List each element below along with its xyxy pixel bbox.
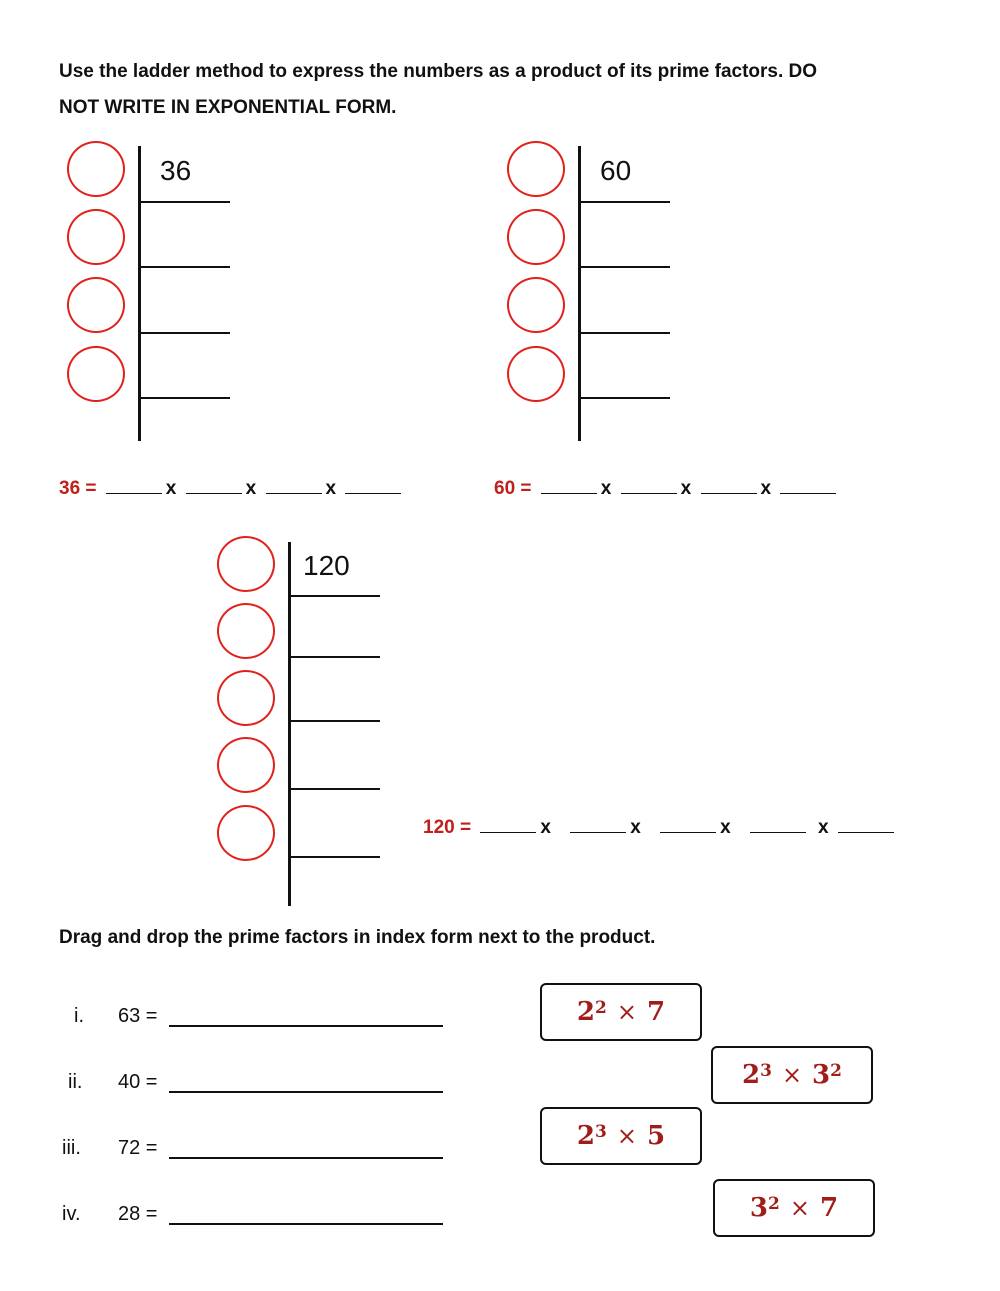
equation-36 (59, 478, 405, 500)
times-sign: x (245, 478, 257, 499)
ladder-step-line (289, 856, 380, 858)
factor-input-circle[interactable] (507, 141, 565, 197)
card-base: 2 (576, 997, 596, 1027)
drop-target-line[interactable] (169, 1157, 443, 1159)
multiply-sign: × (616, 998, 637, 1026)
instruction-drag: Drag and drop the prime factors in index form next to the product. (59, 927, 656, 948)
ladder-step-line (139, 266, 230, 268)
ladder-step-line (579, 397, 670, 399)
answer-blank[interactable] (266, 479, 322, 494)
draggable-answer-card[interactable] (540, 983, 702, 1041)
times-sign: x (540, 817, 551, 838)
times-sign: x (165, 478, 177, 499)
equation-120 (423, 817, 898, 839)
card-exponent: 3 (595, 1122, 607, 1142)
question-numeral: iii. (62, 1137, 81, 1159)
answer-blank[interactable] (541, 479, 597, 494)
factor-input-circle[interactable] (507, 277, 565, 333)
answer-blank[interactable] (701, 479, 757, 494)
question-numeral: ii. (68, 1071, 83, 1093)
ladder-step-line (289, 656, 380, 658)
times-sign: x (760, 478, 772, 499)
drop-target-line[interactable] (169, 1025, 443, 1027)
question-expression: 63 = (118, 1005, 158, 1027)
draggable-answer-card[interactable] (711, 1046, 873, 1104)
times-sign: x (720, 817, 731, 838)
multiply-sign: × (789, 1194, 810, 1222)
draggable-answer-card[interactable] (713, 1179, 875, 1237)
card-base: 7 (819, 1193, 839, 1223)
answer-blank[interactable] (186, 479, 242, 494)
answer-blank[interactable] (480, 818, 536, 833)
ladder-step-line (139, 201, 230, 203)
factor-input-circle[interactable] (217, 603, 275, 659)
multiply-sign: × (616, 1122, 637, 1150)
card-exponent: 2 (768, 1194, 780, 1214)
card-base: 5 (646, 1121, 666, 1151)
card-exponent: 3 (760, 1061, 772, 1081)
drop-target-line[interactable] (169, 1091, 443, 1093)
instruction-ladder (59, 54, 959, 126)
factor-input-circle[interactable] (217, 536, 275, 592)
answer-blank[interactable] (750, 818, 806, 833)
question-expression: 28 = (118, 1203, 158, 1225)
ladder-step-line (579, 201, 670, 203)
card-base: 2 (576, 1121, 596, 1151)
answer-blank[interactable] (345, 479, 401, 494)
equation-label: 120 = (423, 817, 472, 838)
factor-input-circle[interactable] (67, 141, 125, 197)
factor-input-circle[interactable] (217, 805, 275, 861)
answer-blank[interactable] (660, 818, 716, 833)
card-exponent: 2 (830, 1061, 842, 1081)
card-base: 7 (646, 997, 666, 1027)
factor-input-circle[interactable] (67, 346, 125, 402)
ladder-step-line (139, 397, 230, 399)
ladder-start-number: 36 (160, 155, 192, 186)
question-numeral: iv. (62, 1203, 81, 1225)
question-expression: 72 = (118, 1137, 158, 1159)
draggable-answer-card[interactable] (540, 1107, 702, 1165)
ladder-step-line (289, 788, 380, 790)
card-base: 3 (812, 1060, 831, 1090)
times-sign: x (680, 478, 692, 499)
times-sign: x (630, 817, 641, 838)
ladder-start-number: 60 (600, 155, 632, 186)
ladder-step-line (579, 332, 670, 334)
question-numeral: i. (74, 1005, 84, 1027)
times-sign: x (325, 478, 337, 499)
factor-input-circle[interactable] (217, 737, 275, 793)
factor-input-circle[interactable] (67, 209, 125, 265)
times-sign: x (817, 817, 829, 838)
equation-60 (494, 478, 840, 500)
instruction-line-2: NOT WRITE IN EXPONENTIAL FORM. (59, 97, 397, 118)
multiply-sign: × (781, 1061, 803, 1089)
answer-blank[interactable] (106, 479, 162, 494)
ladder-start-number: 120 (303, 550, 350, 581)
answer-blank[interactable] (570, 818, 626, 833)
ladder-step-line (139, 332, 230, 334)
equation-label: 60 = (494, 478, 532, 499)
factor-input-circle[interactable] (217, 670, 275, 726)
ladder-step-line (289, 595, 380, 597)
card-base: 2 (742, 1060, 761, 1090)
drop-target-line[interactable] (169, 1223, 443, 1225)
factor-input-circle[interactable] (507, 346, 565, 402)
card-exponent: 2 (595, 998, 607, 1018)
answer-blank[interactable] (621, 479, 677, 494)
instruction-line-1: Use the ladder method to express the numbers as a product of its prime factors. DO (59, 61, 818, 82)
ladder-step-line (579, 266, 670, 268)
answer-blank[interactable] (838, 818, 894, 833)
card-base: 3 (749, 1193, 769, 1223)
times-sign: x (600, 478, 612, 499)
answer-blank[interactable] (780, 479, 836, 494)
ladder-step-line (289, 720, 380, 722)
equation-label: 36 = (59, 478, 97, 499)
question-expression: 40 = (118, 1071, 158, 1093)
factor-input-circle[interactable] (507, 209, 565, 265)
factor-input-circle[interactable] (67, 277, 125, 333)
